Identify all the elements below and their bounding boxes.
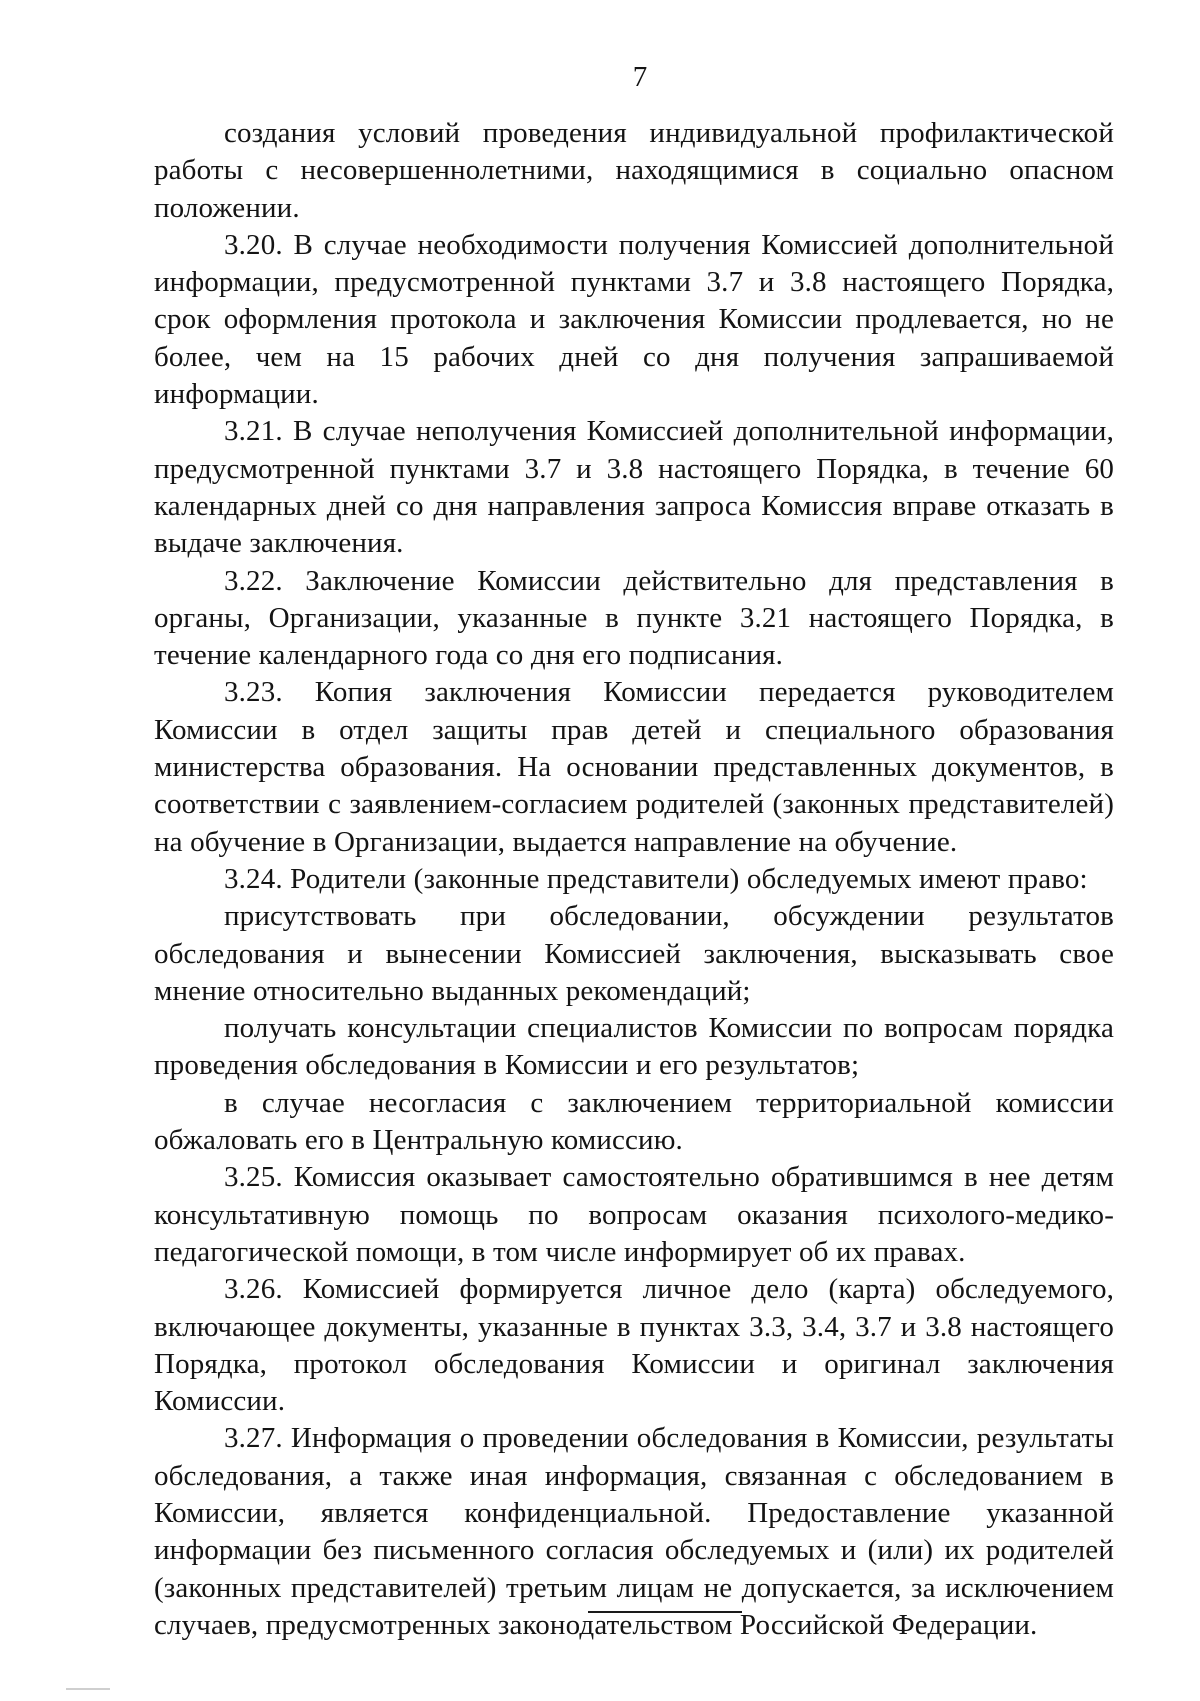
paragraph-3-25: 3.25. Комиссия оказывает самостоятельно обратившимся в нее детям консультативную помощь по вопросам оказания психолого-медико-педагогической помощи, в том числе информирует об их правах. xyxy=(154,1161,1114,1268)
paragraph-3-22: 3.22. Заключение Комиссии действительно для представления в органы, Организации, указанные в пункте 3.21 настоящего Порядка, в течение календарного года со дня его подписания. xyxy=(154,564,1114,672)
paragraph-3-21: 3.21. В случае неполучения Комиссией дополнительной информации, предусмотренной пунктами 3.7 и 3.8 настоящего Порядка, в течение 60 календарных дней со дня направления запроса Комиссия вправе отказать в выдаче заключения. xyxy=(154,415,1114,560)
paragraph-3-23: 3.23. Копия заключения Комиссии передается руководителем Комиссии в отдел защиты прав детей и специального образования министерства образования. На основании представленных документов, в соответствии с заявлением-согласием родителей (законных представителей) на обучение в Организации, выдается направление на обучение. xyxy=(154,676,1114,858)
paragraph-prevention-work-continuation: создания условий проведения индивидуальной профилактической работы с несовершеннолетними, находящимися в социально опасном положении. xyxy=(154,117,1114,224)
paragraph-3-27: 3.27. Информация о проведении обследования в Комиссии, результаты обследования, а также иная информация, связанная с обследованием в Комиссии, является конфиденциальной. Предоставление указанной информации без письменного согласия обследуемых и (или) их родителей (законных представителей) третьим лицам не допускается, за исключением случаев, предусмотренных законодательством Российской Федерации. xyxy=(154,1422,1114,1641)
paragraph-3-24: 3.24. Родители (законные представители) обследуемых имеют право: xyxy=(224,862,1088,895)
list-item-attend-examination: присутствовать при обследовании, обсуждении результатов обследования и вынесении Комиссией заключения, высказывать свое мнение относительно выданных рекомендаций; xyxy=(154,900,1114,1007)
list-item-receive-consultations: получать консультации специалистов Комиссии по вопросам порядка проведения обследования в Комиссии и его результатов; xyxy=(154,1012,1114,1082)
end-of-document-rule xyxy=(588,1611,742,1613)
paragraph-3-26: 3.26. Комиссией формируется личное дело (карта) обследуемого, включающее документы, указанные в пунктах 3.3, 3.4, 3.7 и 3.8 настоящего Порядка, протокол обследования Комиссии и оригинал заключения Комиссии. xyxy=(154,1273,1114,1418)
list-item-appeal-conclusion: в случае несогласия с заключением территориальной комиссии обжаловать его в Центральную комиссию. xyxy=(154,1086,1114,1157)
page-number: 7 xyxy=(632,61,648,93)
scan-edge-mark xyxy=(66,1688,110,1690)
paragraph-3-20: 3.20. В случае необходимости получения Комиссией дополнительной информации, предусмотренной пунктами 3.7 и 3.8 настоящего Порядка, срок оформления протокола и заключения Комиссии продлевается, но не более, чем на 15 рабочих дней со дня получения запрашиваемой информации. xyxy=(154,228,1114,411)
document-body xyxy=(154,115,1114,1644)
